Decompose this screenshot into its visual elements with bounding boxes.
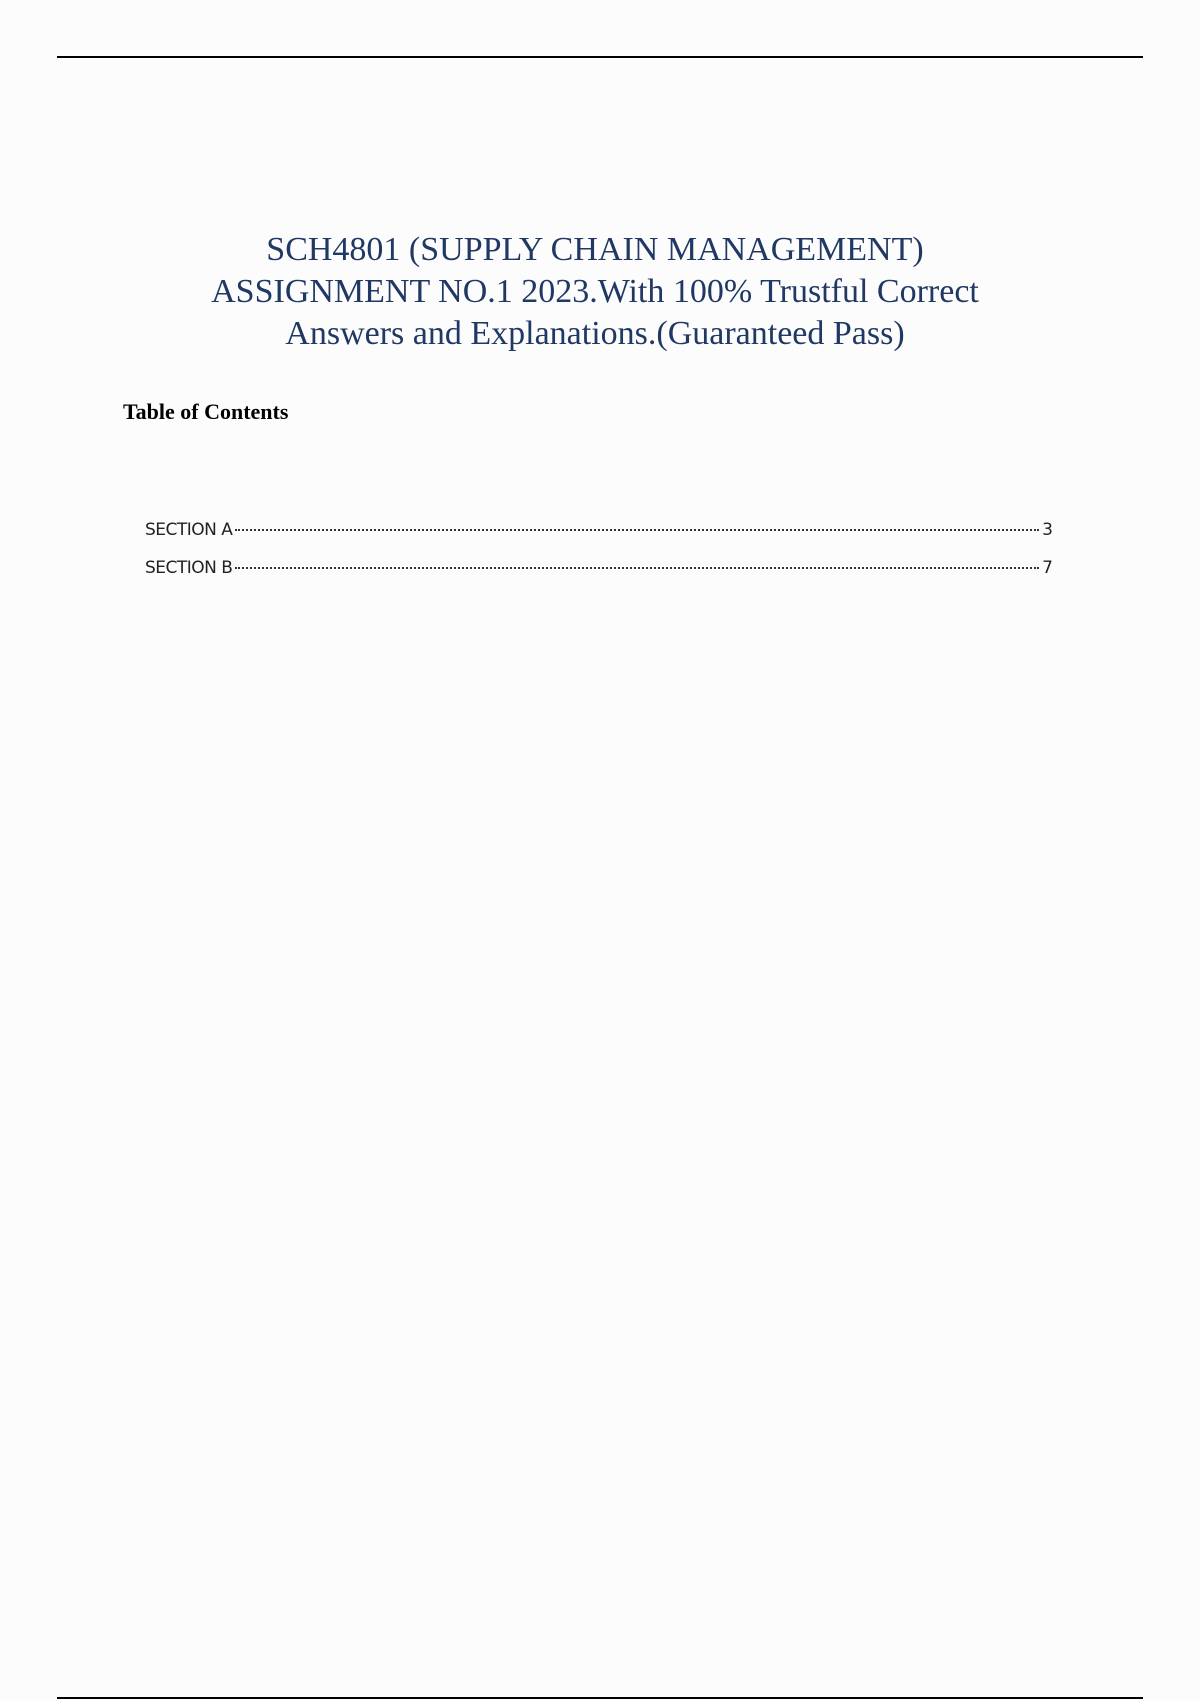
toc-dot-leader	[235, 529, 1039, 531]
toc-entry-section-a[interactable]	[145, 520, 1053, 558]
title-line: SCH4801 (SUPPLY CHAIN MANAGEMENT)	[266, 231, 924, 268]
header-rule	[57, 56, 1143, 58]
document-title	[150, 229, 1040, 355]
toc-entry-section-b[interactable]	[145, 558, 1053, 596]
toc-entry-page-number: 7	[1042, 558, 1053, 578]
footer-rule	[57, 1697, 1143, 1699]
toc-dot-leader	[235, 567, 1039, 569]
title-line: ASSIGNMENT NO.1 2023.With 100% Trustful Correct	[211, 273, 979, 310]
toc-heading: Table of Contents	[123, 399, 289, 424]
toc-entry-page-number: 3	[1042, 520, 1053, 540]
table-of-contents	[145, 520, 1053, 596]
toc-entry-label: SECTION B	[145, 558, 233, 578]
toc-entry-label: SECTION A	[145, 520, 233, 540]
title-line: Answers and Explanations.(Guaranteed Pass)	[285, 315, 905, 352]
